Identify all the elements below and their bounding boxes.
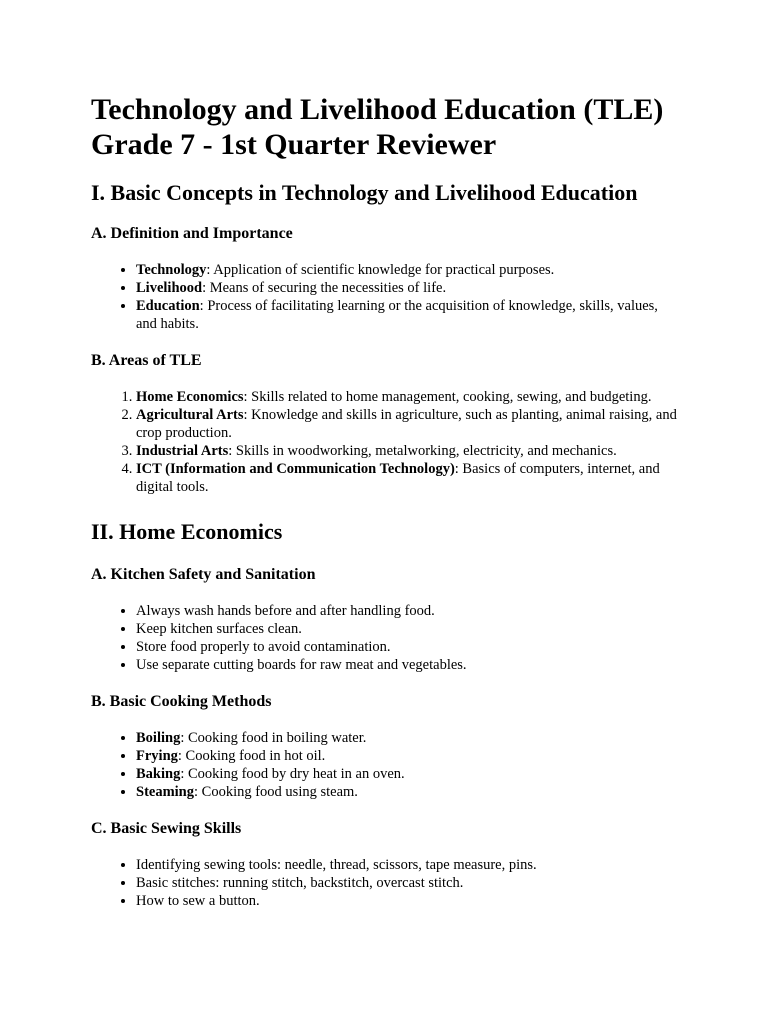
term: Technology [136, 262, 207, 278]
list-item [136, 388, 680, 406]
section-2-sub-b-heading: B. Basic Cooking Methods [91, 693, 272, 710]
list-item: • Identifying sewing tools: needle, thread, scissors, tape measure, pins. [136, 856, 680, 874]
section-1-sub-b-heading: B. Areas of TLE [91, 352, 202, 369]
areas-list [91, 388, 680, 496]
section-2-heading: II. Home Economics [91, 519, 283, 544]
term: Agricultural Arts [136, 407, 244, 423]
description: : Cooking food by dry heat in an oven. [180, 766, 405, 782]
list-item: • Basic stitches: running stitch, backstitch, overcast stitch. [136, 874, 680, 892]
list-item: • Use separate cutting boards for raw meat and vegetables. [136, 656, 680, 674]
term: Steaming [136, 784, 194, 800]
sewing-skills-list [91, 856, 680, 910]
list-item [136, 279, 680, 297]
term: Industrial Arts [136, 443, 229, 459]
description: : Skills related to home management, cooking, sewing, and budgeting. [243, 389, 652, 405]
description: : Means of securing the necessities of life. [202, 280, 447, 296]
term: Education [136, 298, 200, 314]
description: : Knowledge and skills in agriculture, such as planting, animal raising, and crop production. [136, 407, 677, 441]
list-item: • Always wash hands before and after handling food. [136, 602, 680, 620]
document-title [91, 92, 680, 162]
section-1-heading: I. Basic Concepts in Technology and Livelihood Education [91, 180, 638, 205]
term: ICT (Information and Communication Technology) [136, 461, 455, 477]
term: Boiling [136, 730, 181, 746]
term: Frying [136, 748, 178, 764]
kitchen-safety-list [91, 602, 680, 674]
description: : Cooking food in hot oil. [177, 748, 326, 764]
list-item [136, 297, 680, 333]
description: : Skills in woodworking, metalworking, electricity, and mechanics. [228, 443, 617, 459]
description: : Process of facilitating learning or the acquisition of knowledge, skills, values, and habits. [136, 298, 658, 332]
list-item [136, 442, 680, 460]
list-item: • Keep kitchen surfaces clean. [136, 620, 680, 638]
list-item [136, 765, 680, 783]
description: : Cooking food in boiling water. [180, 730, 367, 746]
term: Home Economics [136, 389, 244, 405]
description: : Cooking food using steam. [194, 784, 358, 800]
list-item: • How to sew a button. [136, 892, 680, 910]
term: Livelihood [136, 280, 203, 296]
term: Baking [136, 766, 181, 782]
cooking-methods-list [91, 729, 680, 801]
section-2-sub-a-heading: A. Kitchen Safety and Sanitation [91, 566, 316, 583]
description: : Application of scientific knowledge for practical purposes. [206, 262, 555, 278]
definition-list [91, 261, 680, 333]
list-item [136, 729, 680, 747]
list-item [136, 747, 680, 765]
section-1-sub-a-heading: A. Definition and Importance [91, 225, 293, 242]
list-item [136, 261, 680, 279]
section-2-sub-c-heading: C. Basic Sewing Skills [91, 820, 242, 837]
title-line-1: Technology and Livelihood Education (TLE) [91, 93, 664, 126]
list-item [136, 460, 680, 496]
list-item [136, 783, 680, 801]
list-item [136, 406, 680, 442]
description: : Basics of computers, internet, and digital tools. [136, 461, 660, 495]
title-line-2: Grade 7 - 1st Quarter Reviewer [91, 128, 497, 161]
list-item: • Store food properly to avoid contamination. [136, 638, 680, 656]
